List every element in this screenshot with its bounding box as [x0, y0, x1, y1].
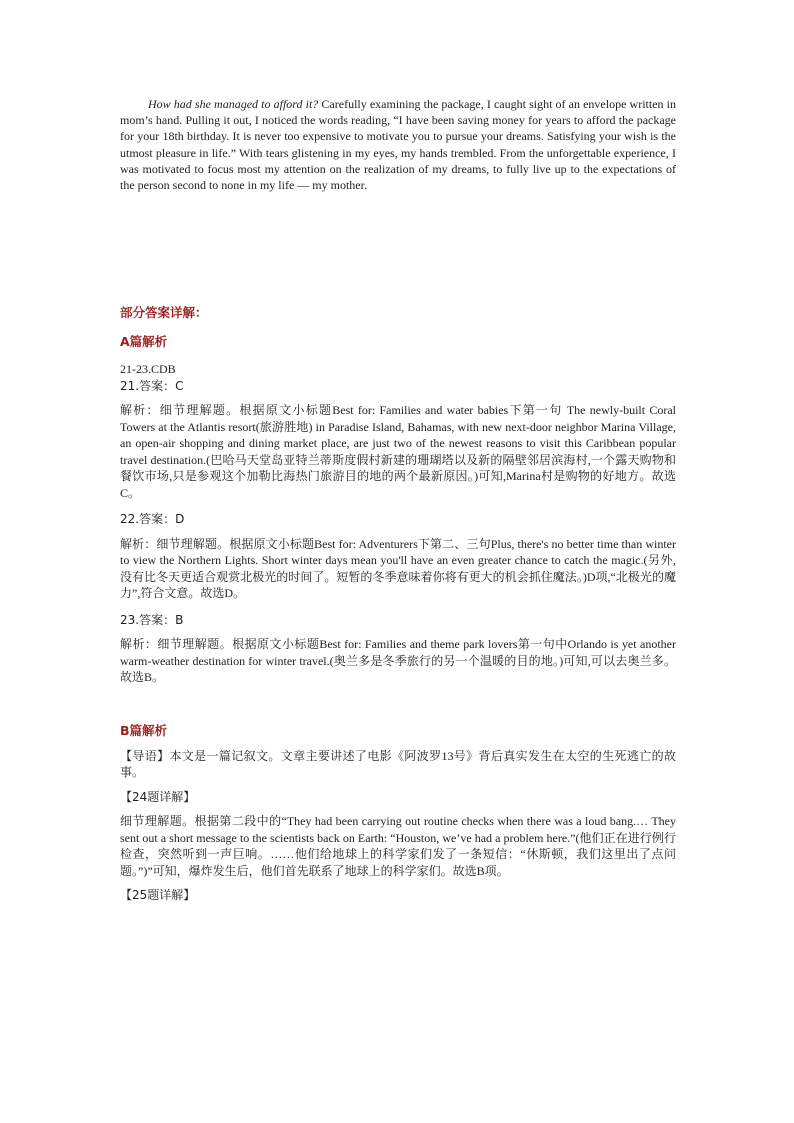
q25-title: 【25题详解】: [120, 888, 196, 903]
q21-answer: 21.答案：C: [120, 378, 184, 393]
q24-analysis: 细节理解题。根据第二段中的“They had been carrying out routine checks when there was a loud bang.… They sent out a short message to the scientists back on Earth: “Houston, we’ve had a problem here.”(他们正在进行例行检查，突然听到一声巨响。……他们给地球上的科学家们发了一条短信：“休斯顿，我们这里出了点问题。”)”可知，爆炸发生后，他们首先联系了地球上的科学家们。故选B项。: [120, 814, 676, 878]
part-b-guide: 【导语】本文是一篇记叙文。文章主要讲述了电影《阿波罗13号》背后真实发生在太空的生死逃亡的故事。: [120, 748, 676, 780]
q23-analysis: 解析：细节理解题。根据原文小标题Best for: Families and theme park lovers第一句中Orlando is yet another warm-weather destination for winter travel.(奥兰多是冬季旅行的另一个温暖的目的地。)可知,可以去奥兰多。故选B。: [120, 637, 676, 685]
document-content: [120, 96, 676, 904]
q22-analysis: 解析：细节理解题。根据原文小标题Best for: Adventurers下第二、三句Plus, there's no better time than winter to view the Northern Lights. Short winter days mean you'll have an even greater chance to catch the magic.(另外,没有比冬天更适合观赏北极光的时间了。短暂的冬季意味着你将有更大的机会抓住魔法。)D项,“北极光的魔力”,符合文意。故选D。: [120, 536, 676, 601]
q22-answer: 22.答案：D: [120, 512, 185, 527]
story-text: Carefully examining the package, I caught sight of an envelope written in mom’s hand. Pulling it out, I noticed the words reading, “I have been saving money for years to afford the package for your 18th birthday. It is never too expensive to motivate you to pursue your dreams. Satisfying your wish is the utmost pleasure in life.” With tears glistening in my eyes, my hands trembled. From the unforgettable experience, I was motivated to focus most my attention on the realization of my dreams, to fully live up to the expectations of the person second to none in my life — my mother.: [120, 97, 676, 193]
section-title: 部分答案详解：: [120, 305, 208, 321]
story-paragraph: [120, 96, 676, 193]
part-a-heading: A篇解析: [120, 334, 168, 350]
story-lead-italic: How had she managed to afford it?: [148, 97, 319, 111]
part-b-heading: B篇解析: [120, 722, 168, 738]
q21-analysis: 解析：细节理解题。根据原文小标题Best for: Families and water babies下第一句 The newly-built Coral Towers at the Atlantis resort(旅游胜地) in Paradise Island, Bahamas, with new next-door neighbor Marina Village, an open-air shopping and dining market place, are just two of the newest reasons to visit this Caribbean popular travel destination.(巴哈马天堂岛亚特兰蒂斯度假村新建的珊瑚塔以及新的隔壁邻居滨海村,一个露天购物和餐饮市场,只是参观这个加勒比海热门旅游目的地的两个最新原因。)可知,Marina村是购物的好地方。故选C。: [120, 403, 676, 500]
part-a-answers-line: 21-23.CDB: [120, 362, 176, 377]
q24-title: 【24题详解】: [120, 789, 196, 804]
q23-answer: 23.答案：B: [120, 612, 184, 627]
